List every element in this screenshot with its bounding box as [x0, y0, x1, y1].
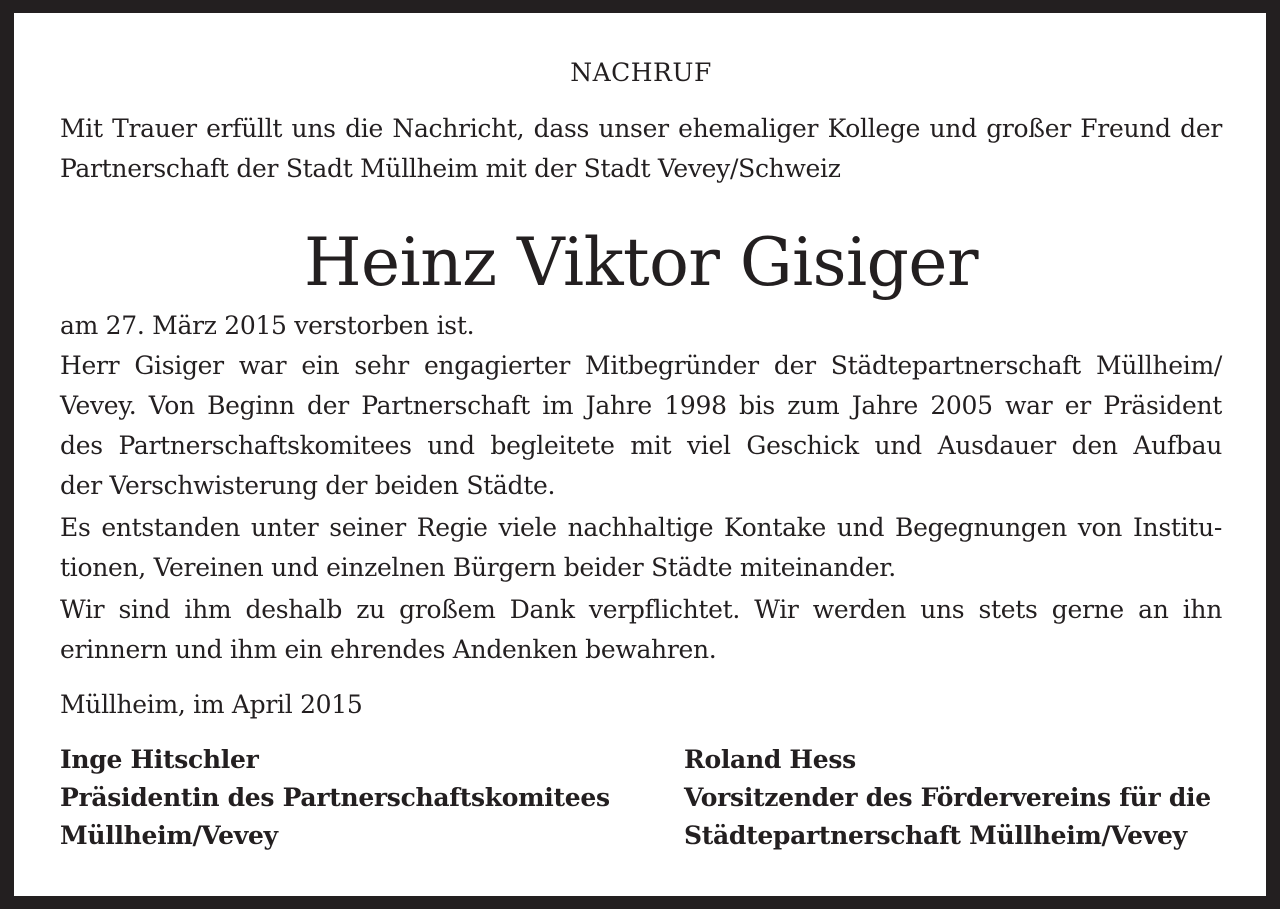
paragraph-1-line-4: der Verschwisterung der beiden Städte.	[60, 471, 556, 500]
signatory-title-line-1: Vorsitzender des Fördervereins für die	[684, 783, 1211, 812]
paragraph-3-line-1: Wir sind ihm deshalb zu großem Dank verpflichtet. Wir werden uns stets gerne an ihn	[60, 595, 1222, 624]
signatory-right	[684, 741, 1211, 855]
signatory-name: Inge Hitschler	[60, 745, 259, 774]
death-line	[60, 306, 1222, 346]
deceased-name: Heinz Viktor Gisiger	[303, 224, 979, 301]
paragraph-2	[60, 508, 1222, 588]
paragraph-1-line-3: des Partnerschaftskomitees und begleitete mit viel Geschick und Ausdauer den Aufbau	[60, 431, 1222, 460]
signatory-title-line-2: Müllheim/Vevey	[60, 821, 278, 850]
signatory-name: Roland Hess	[684, 745, 856, 774]
signatory-left	[60, 741, 610, 855]
place-date	[60, 685, 1222, 725]
place-date-text: Müllheim, im April 2015	[60, 690, 363, 719]
paragraph-2-line-2: tionen, Vereinen und einzelnen Bürgern beider Städte miteinander.	[60, 553, 896, 582]
paragraph-3	[60, 590, 1222, 670]
paragraph-1-line-1: Herr Gisiger war ein sehr engagierter Mitbegründer der Städtepartnerschaft Müllheim/	[60, 351, 1222, 380]
paragraph-1-line-2: Vevey. Von Beginn der Partnerschaft im Jahre 1998 bis zum Jahre 2005 war er Präsident	[60, 391, 1222, 420]
intro-line-2: Partnerschaft der Stadt Müllheim mit der Stadt Vevey/Schweiz	[60, 154, 841, 183]
signatory-title-line-2: Städtepartnerschaft Müllheim/Vevey	[684, 821, 1187, 850]
paragraph-2-line-1: Es entstanden unter seiner Regie viele nachhaltige Kontake und Begegnungen von Institu-	[60, 513, 1222, 542]
intro-line-1: Mit Trauer erfüllt uns die Nachricht, dass unser ehemaliger Kollege und großer Freund der	[60, 114, 1222, 143]
paragraph-1	[60, 346, 1222, 506]
obituary-notice	[14, 13, 1266, 896]
signatory-title-line-1: Präsidentin des Partnerschaftskomitees	[60, 783, 610, 812]
notice-header: NACHRUF	[570, 58, 712, 87]
death-date-text: am 27. März 2015 verstorben ist.	[60, 311, 475, 340]
intro-paragraph	[60, 109, 1222, 189]
paragraph-3-line-2: erinnern und ihm ein ehrendes Andenken bewahren.	[60, 635, 717, 664]
